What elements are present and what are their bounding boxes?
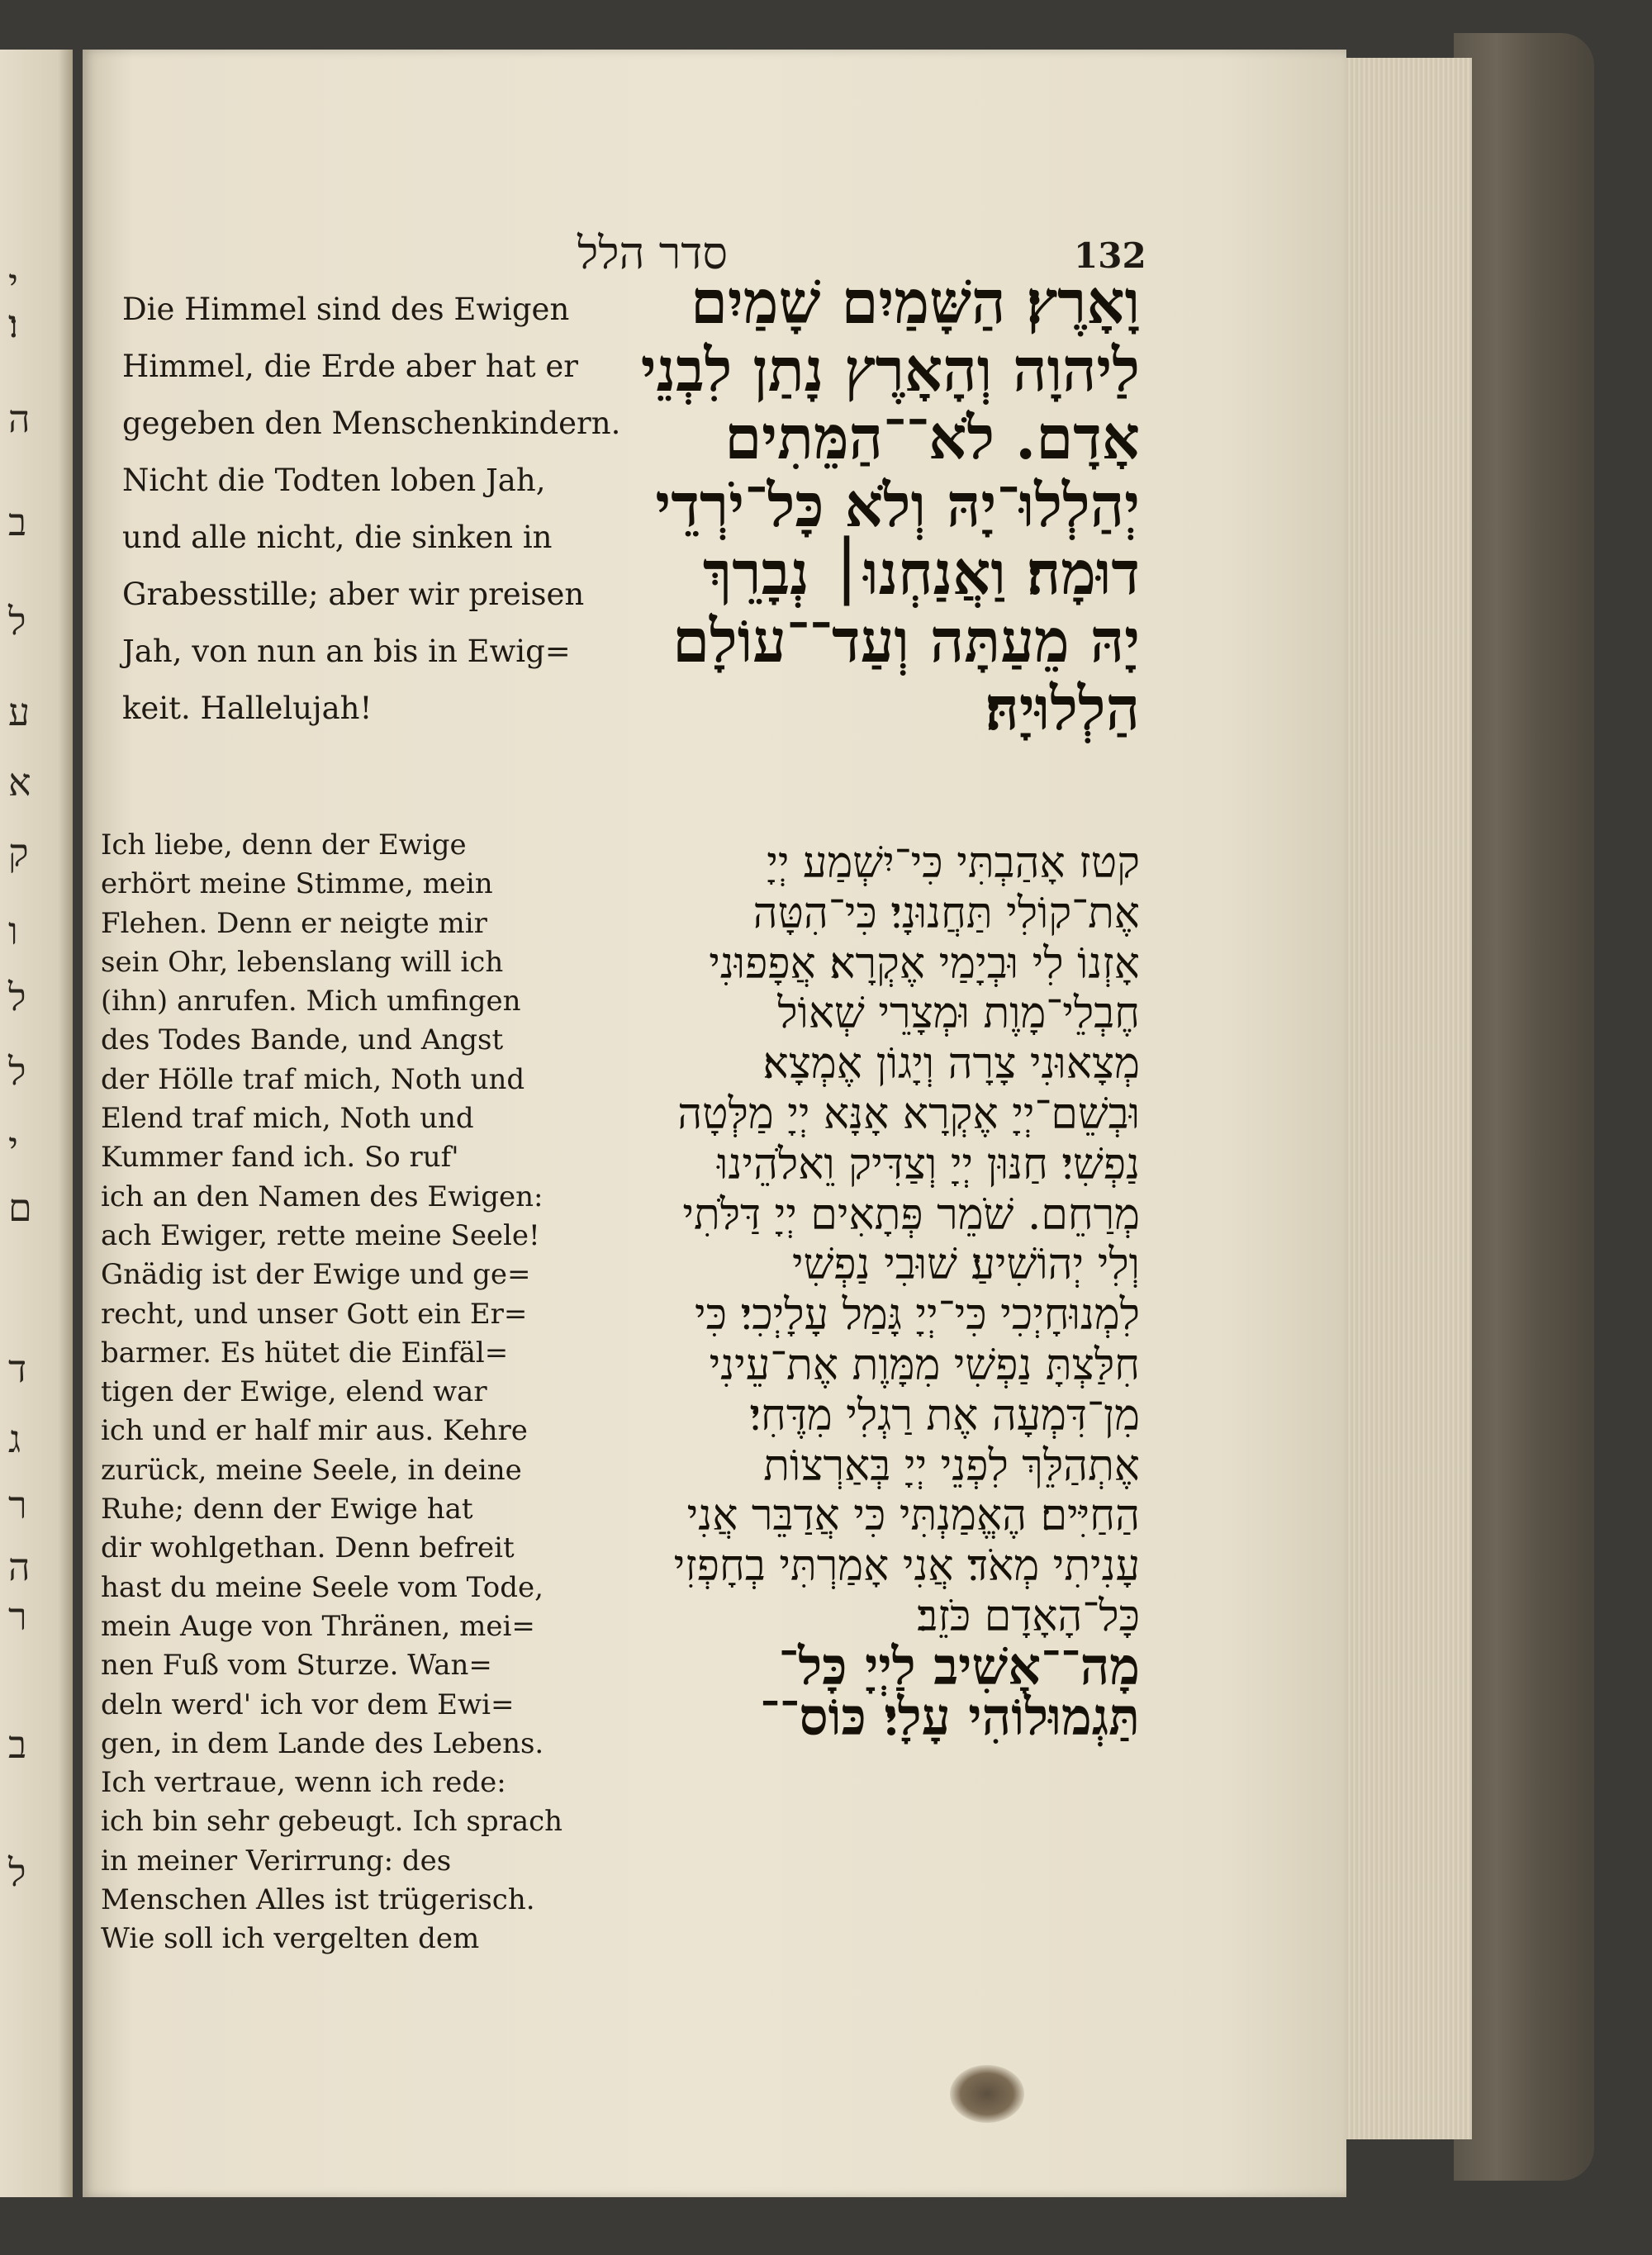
german-line: ich bin sehr gebeugt. Ich sprach bbox=[101, 1805, 563, 1839]
german-line: Himmel, die Erde aber hat er bbox=[122, 349, 578, 384]
german-line: (ihn) anrufen. Mich umfingen bbox=[101, 985, 521, 1018]
german-line: gegeben den Menschenkindern. bbox=[122, 406, 621, 441]
hebrew-line: לִמְנוּחָיְכִי כִּי־יְיָ גָּמַל עָלָיְכִי׃ כִּי bbox=[695, 1290, 1140, 1341]
prev-page-glyph: ל bbox=[8, 1049, 26, 1094]
prev-page-glyph: ה bbox=[8, 396, 31, 441]
hebrew-line: וְלִי יְהוֹשִׁיעַ׃ שׁוּבִי נַפְשִׁי bbox=[791, 1240, 1140, 1290]
hebrew-line: מְצָאוּנִי צָרָה וְיָגוֹן אֶמְצָא׃ bbox=[762, 1039, 1140, 1090]
prev-page-glyph: א bbox=[8, 760, 31, 805]
hebrew-line: יָהּ מֵעַתָּה וְעַד־־עוֹלָם bbox=[672, 605, 1140, 676]
hebrew-line: כָּל־הָאָדָם כֹּזֵב׃ bbox=[917, 1591, 1140, 1641]
hebrew-line: הַחַיִּים׃ הֶאֱמַנְתִּי כִּי אֲדַבֵּר אֲנִי bbox=[686, 1491, 1140, 1541]
german-line: Nicht die Todten loben Jah, bbox=[122, 463, 546, 498]
german-line: des Todes Bande, und Angst bbox=[101, 1023, 504, 1057]
ink-stain bbox=[950, 2065, 1024, 2123]
prev-page-glyph: ב bbox=[8, 1722, 27, 1767]
german-line: zurück, meine Seele, in deine bbox=[101, 1453, 522, 1487]
german-line: hast du meine Seele vom Tode, bbox=[101, 1570, 544, 1604]
hebrew-text-block-1 bbox=[529, 268, 1140, 743]
prev-page-glyph: ם bbox=[8, 1185, 32, 1230]
hebrew-line: אָדָם. לֹא־־הַמֵּתִים bbox=[724, 402, 1140, 472]
hebrew-line: נַפְשִׁי׃ חַנּוּן יְיָ וְצַדִּיק וֵאלֹהֵינוּ bbox=[717, 1139, 1140, 1189]
hebrew-line: מָה־־אָשִׁיב לַיְיָ כָּל־ bbox=[778, 1635, 1140, 1697]
hebrew-line: עָנִיתִי מְאֹד׃ אֲנִי אָמַרְתִּי בְחָפְזִי bbox=[673, 1541, 1140, 1592]
hebrew-line: וּבְשֵׁם־יְיָ אֶקְרָא אָנָּא יְיָ מַלְּטָה bbox=[677, 1089, 1140, 1139]
page-fore-edge bbox=[1338, 58, 1472, 2139]
german-line: gen, in dem Lande des Lebens. bbox=[101, 1726, 544, 1760]
hebrew-line: לַיהוָה וְהָאָרֶץ נָתַן לִבְנֵי bbox=[640, 335, 1140, 405]
hebrew-line: אָזְנוֹ לִי וּבְיָמַי אֶקְרָא׃ אֲפָפוּנִי bbox=[709, 938, 1140, 989]
german-line: Wie soll ich vergelten dem bbox=[101, 1922, 480, 1956]
german-line: Flehen. Denn er neigte mir bbox=[101, 906, 487, 940]
prev-page-glyph: ב bbox=[8, 500, 27, 544]
hebrew-line: אֶת־קוֹלִי תַּחֲנוּנָי׃ כִּי־הִטָּה bbox=[752, 888, 1140, 938]
german-line: Menschen Alles ist trügerisch. bbox=[101, 1883, 535, 1917]
prev-page-glyph: ל bbox=[8, 599, 26, 643]
german-line: mein Auge von Thränen, mei= bbox=[101, 1609, 535, 1643]
hebrew-line: דוּמָה׃ וַאֲנַחְנוּ׀ נְבָרֵךְ bbox=[702, 538, 1140, 608]
prev-page-glyph: ה bbox=[8, 1545, 31, 1589]
prev-page-glyph: ג bbox=[8, 1417, 21, 1461]
hebrew-text-block-2 bbox=[529, 838, 1140, 1747]
german-line: ach Ewiger, rette meine Seele! bbox=[101, 1218, 540, 1252]
german-line: der Hölle traf mich, Noth und bbox=[101, 1062, 525, 1096]
german-line: barmer. Es hütet die Einfäl= bbox=[101, 1336, 509, 1370]
hebrew-line: תַּגְמוּלוֹהִי עָלָי׃ כּוֹס־־ bbox=[759, 1686, 1140, 1747]
prev-page-glyph: י bbox=[8, 1123, 19, 1168]
german-line: tigen der Ewige, elend war bbox=[101, 1375, 487, 1409]
german-line: Kummer fand ich. So ruf' bbox=[101, 1141, 459, 1175]
prev-page-glyph: ר bbox=[8, 1483, 27, 1527]
german-translation-block-2 bbox=[101, 826, 563, 1959]
german-line: ich an den Namen des Ewigen: bbox=[101, 1180, 544, 1213]
hebrew-line: יְהַלְלוּ־יָהּ וְלֹא כָּל־יֹרְדֵי bbox=[655, 470, 1140, 540]
prev-page-glyph: ו׃ bbox=[8, 301, 18, 346]
prev-page-glyph: ל bbox=[8, 975, 26, 1019]
german-line: Ich liebe, denn der Ewige bbox=[101, 828, 467, 862]
german-line: Jah, von nun an bis in Ewig= bbox=[122, 634, 571, 669]
prev-page-glyph: י bbox=[8, 260, 19, 305]
german-line: deln werd' ich vor dem Ewi= bbox=[101, 1688, 515, 1721]
german-line: und alle nicht, die sinken in bbox=[122, 520, 553, 555]
german-line: Ich vertraue, wenn ich rede: bbox=[101, 1766, 506, 1800]
german-translation-block-1 bbox=[122, 281, 621, 737]
german-line: Grabesstille; aber wir preisen bbox=[122, 577, 585, 612]
german-line: dir wohlgethan. Denn befreit bbox=[101, 1531, 515, 1565]
book-cover bbox=[1454, 33, 1594, 2181]
hebrew-line: מְרַחֵם. שֹׁמֵר פְּתָאִים יְיָ דַּלֹּתִי bbox=[682, 1189, 1140, 1240]
german-line: keit. Hallelujah! bbox=[122, 691, 373, 726]
german-line: Elend traf mich, Noth und bbox=[101, 1102, 474, 1136]
prev-page-glyph: ר bbox=[8, 1594, 27, 1639]
german-line: recht, und unser Gott ein Er= bbox=[101, 1297, 528, 1331]
hebrew-line: חִלַּצְתָּ נַפְשִׁי מִמָּוֶת אֶת־עֵינִי bbox=[709, 1340, 1140, 1390]
german-line: erhört meine Stimme, mein bbox=[101, 867, 493, 901]
german-line: Die Himmel sind des Ewigen bbox=[122, 292, 570, 327]
german-line: sein Ohr, lebenslang will ich bbox=[101, 945, 504, 979]
hebrew-line: קטז אָהַבְתִּי כִּי־יִשְׁמַע יְיָ bbox=[767, 838, 1140, 888]
german-line: in meiner Verirrung: des bbox=[101, 1844, 452, 1878]
prev-page-glyph: ד bbox=[8, 1346, 27, 1391]
german-line: Ruhe; denn der Ewige hat bbox=[101, 1493, 473, 1526]
hebrew-line: חֶבְלֵי־מָוֶת וּמְצָרֵי שְׁאוֹל bbox=[777, 989, 1140, 1039]
prev-page-glyph: ל bbox=[8, 1850, 26, 1895]
page-number: 132 bbox=[1074, 235, 1146, 276]
prev-page-glyph: ע bbox=[8, 690, 31, 734]
prev-page-glyph: ק bbox=[8, 830, 29, 875]
hebrew-line: אֶתְהַלֵּךְ לִפְנֵי יְיָ בְּאַרְצוֹת bbox=[763, 1441, 1140, 1491]
hebrew-line: וָאָרֶץ׃ הַשָּׁמַיִם שָׁמַיִם bbox=[690, 267, 1140, 337]
prev-page-glyph: ו bbox=[8, 909, 18, 953]
running-header: סדר הלל bbox=[577, 227, 728, 279]
previous-page-edge bbox=[0, 50, 73, 2197]
german-line: nen Fuß vom Sturze. Wan= bbox=[101, 1649, 492, 1683]
german-line: Gnädig ist der Ewige und ge= bbox=[101, 1258, 531, 1292]
hebrew-line: מִן־דִּמְעָה אֶת רַגְלִי מִדֶּחִי׃ bbox=[749, 1390, 1140, 1441]
german-line: ich und er half mir aus. Kehre bbox=[101, 1414, 528, 1448]
hebrew-line: הַלְלוּיָהּ׃ bbox=[985, 673, 1140, 743]
